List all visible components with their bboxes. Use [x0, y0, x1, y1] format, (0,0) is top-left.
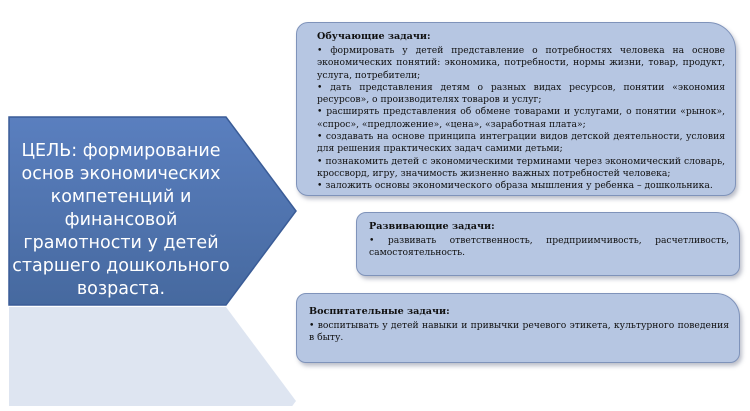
teaching-task-item: • заложить основы экономического образа мышления у ребенка – дошкольника.	[317, 180, 713, 192]
developing-task-item: • развивать ответственность, предприимчивость, расчетливость, самостоятельность.	[369, 235, 729, 259]
teaching-task-item: • познакомить детей с экономическими терминами через экономический словарь, кроссворд, игру, значимость жизненно важных потребностей человека;	[317, 155, 725, 179]
teaching-task-item: • расширять представления об обмене товарами и услугами, о понятии «рынок», «спрос», «предложение», «цена», «заработная плата»;	[317, 106, 725, 130]
educating-task-item: • воспитывать у детей навыки и привычки речевого этикета, культурного поведения в быту.	[309, 320, 729, 344]
teaching-tasks-box	[296, 22, 736, 196]
teaching-task-item: • дать представления детям о разных видах ресурсов, понятии «экономия ресурсов», о производителях товаров и услуг;	[317, 81, 725, 106]
educating-tasks-box	[296, 293, 740, 363]
teaching-task-item: • создавать на основе принципа интеграции видов детской деятельности, условия для решения практических задач самими детьми;	[317, 131, 725, 155]
developing-tasks-box	[356, 212, 740, 276]
developing-tasks-title: Развивающие задачи:	[369, 221, 495, 232]
educating-tasks-title: Воспитательные задачи:	[309, 306, 450, 317]
teaching-tasks-title: Обучающие задачи:	[317, 31, 431, 42]
teaching-task-item: • формировать у детей представление о потребностях человека на основе экономических понятий: экономика, потребности, нормы жизни, товар, продукт, услуга, потребители;	[317, 45, 725, 81]
goal-arrow-reflection	[8, 306, 298, 406]
goal-text: ЦЕЛЬ: формирование основ экономических компетенций и финансовой грамотности у детей старшего дошкольного возраста.	[12, 141, 230, 299]
